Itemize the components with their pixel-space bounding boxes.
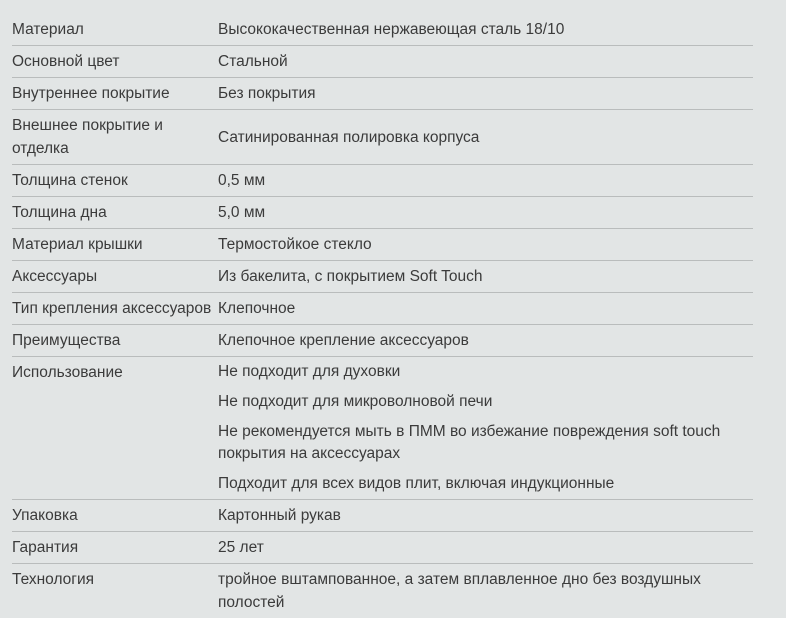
spec-value: тройное вштампованное, а затем вплавленное дно без воздушных полостей <box>218 571 701 611</box>
spec-key: Материал крышки <box>12 236 143 253</box>
spec-row-technology <box>12 564 753 618</box>
usage-item: Не подходит для духовки <box>218 363 401 380</box>
usage-item: Не рекомендуется мыть в ПММ во избежание повреждения soft touch покрытия на аксессуарах <box>218 423 721 462</box>
spec-row-accessories <box>12 261 753 293</box>
spec-value: Сатинированная полировка корпуса <box>218 128 480 146</box>
spec-value: Клепочное <box>218 300 296 317</box>
spec-key: Аксессуары <box>12 268 98 285</box>
spec-key: Внутреннее покрытие <box>12 85 170 102</box>
spec-key: Материал <box>12 21 84 38</box>
spec-row-material <box>12 14 753 46</box>
usage-item: Не подходит для микроволновой печи <box>218 393 493 410</box>
spec-table <box>12 14 753 618</box>
spec-value: Без покрытия <box>218 85 316 102</box>
spec-value: 0,5 мм <box>218 172 266 189</box>
spec-row-advantages <box>12 325 753 357</box>
spec-value-list <box>218 357 753 499</box>
spec-key: Технология <box>12 571 95 588</box>
spec-key: Толщина дна <box>12 204 107 221</box>
spec-key: Тип крепления аксессуаров <box>12 300 212 317</box>
spec-value: 25 лет <box>218 539 264 556</box>
spec-key: Толщина стенок <box>12 172 128 189</box>
spec-row-packaging <box>12 500 753 532</box>
spec-row-wall-thickness <box>12 165 753 197</box>
spec-value: Высококачественная нержавеющая сталь 18/10 <box>218 21 565 38</box>
spec-row-color <box>12 46 753 78</box>
spec-row-usage <box>12 357 753 500</box>
spec-row-lid-material <box>12 229 753 261</box>
spec-value: Картонный рукав <box>218 507 341 524</box>
spec-row-warranty <box>12 532 753 564</box>
spec-row-bottom-thickness <box>12 197 753 229</box>
spec-row-attachment-type <box>12 293 753 325</box>
spec-value: Стальной <box>218 53 288 70</box>
spec-value: Клепочное крепление аксессуаров <box>218 332 469 349</box>
usage-item: Подходит для всех видов плит, включая индукционные <box>218 475 615 492</box>
spec-value: 5,0 мм <box>218 204 266 221</box>
spec-key: Основной цвет <box>12 53 120 70</box>
spec-row-outer-coating <box>12 110 753 165</box>
spec-row-inner-coating <box>12 78 753 110</box>
spec-value: Термостойкое стекло <box>218 236 372 253</box>
spec-key: Упаковка <box>12 507 78 524</box>
spec-key: Внешнее покрытие и отделка <box>12 117 163 157</box>
spec-key: Гарантия <box>12 539 79 556</box>
spec-value: Из бакелита, с покрытием Soft Touch <box>218 268 483 285</box>
spec-key: Использование <box>12 364 123 381</box>
spec-key: Преимущества <box>12 332 121 349</box>
